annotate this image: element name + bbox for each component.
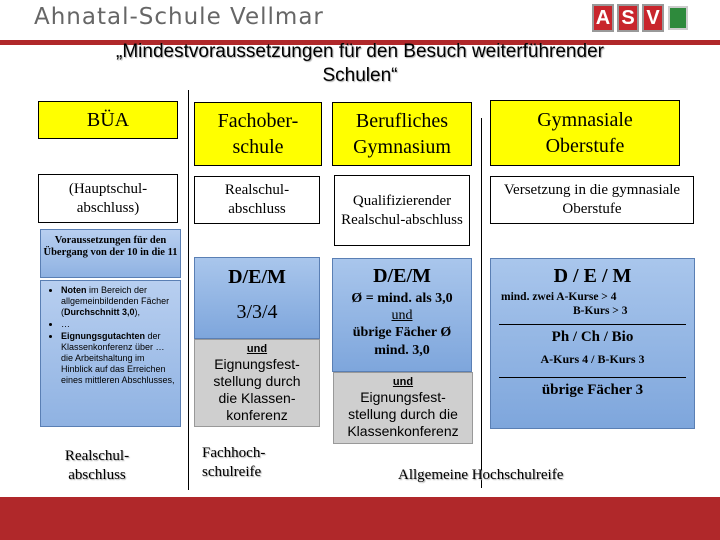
bg-und-inner: und [391, 308, 413, 323]
asv-badge-a: A [592, 4, 614, 32]
bg-extra-text: Eignungsfest-stellung durch die Klassenkonferenz [347, 389, 459, 439]
go-other-line: übrige Fächer 3 [541, 382, 644, 398]
bua-label: BÜA [86, 109, 130, 131]
bua-req-list [40, 280, 181, 427]
go-science-heading: Ph / Ch / Bio [551, 329, 634, 345]
bg-other-line: übrige Fächer Ø mind. 3,0 [352, 325, 452, 358]
shared-outcome: Allgemeine Hochschulreife [398, 467, 564, 483]
bg-avg-line: Ø = mind. als 3,0 [351, 291, 453, 306]
go-header [490, 100, 680, 166]
bg-requirement [334, 175, 470, 246]
fos-label: Fachober-schule [217, 110, 299, 158]
fos-und: und [246, 343, 268, 355]
go-requirement-text: Versetzung in die gymnasiale Oberstufe [503, 182, 681, 217]
fos-header [194, 102, 322, 166]
bg-header [332, 102, 472, 166]
go-grades-heading: D / E / M [553, 265, 632, 287]
bua-requirement [38, 174, 178, 223]
go-label: Gymnasiale Oberstufe [537, 109, 633, 157]
go-divider-2 [499, 377, 686, 378]
fos-grades-heading: D/E/M [228, 266, 286, 288]
fos-requirement [194, 176, 320, 224]
bua-requirement-text: (Hauptschul-abschluss) [68, 180, 148, 216]
go-divider-1 [499, 324, 686, 325]
school-logo-text: Ahnatal-Schule Vellmar [34, 4, 324, 30]
list-item: • Eignungsgutachten der Klassenkonferenz über … die Arbeitshaltung im Hinblick auf das Erreichen eines mittleren Abschlusses, [61, 331, 176, 386]
bg-und: und [392, 376, 414, 388]
asv-badge-s: S [617, 4, 639, 32]
column-divider-2 [481, 118, 482, 488]
go-courses-line1: mind. zwei A-Kurse > 4 [501, 291, 617, 303]
flag-icon [668, 6, 688, 30]
fos-outcome: Fachhoch-schulreife [202, 445, 266, 480]
bg-label: Berufliches Gymnasium [353, 110, 451, 158]
fos-extra-box [194, 339, 320, 427]
page-title [40, 40, 680, 88]
fos-grades-box [194, 257, 320, 339]
footer-bar [0, 497, 720, 540]
go-grades-box [490, 258, 695, 429]
list-item: • Noten im Bereich der allgemeinbildenden Fächer (Durchschnitt 3,0), [61, 285, 176, 318]
bua-req-title: Voraussetzungen für den Übergang von der 10 in die 11 [40, 229, 181, 278]
title-line-2: Schulen“ [322, 65, 398, 86]
fos-extra-text: Eignungsfest-stellung durch die Klassen-konferenz [213, 356, 301, 423]
title-line-1: „Mindestvoraussetzungen für den Besuch weiterführender [116, 41, 604, 62]
go-science-line: A-Kurs 4 / B-Kurs 3 [540, 352, 645, 366]
fos-grades-value: 3/3/4 [236, 301, 278, 323]
column-divider-1 [188, 90, 189, 490]
bg-grades-heading: D/E/M [373, 265, 431, 287]
bg-grades-box [332, 258, 472, 372]
bua-outcome: Realschul-abschluss [64, 448, 130, 483]
bg-extra-box [333, 372, 473, 444]
list-item: • … [61, 319, 176, 330]
go-courses-line2: B-Kurs > 3 [573, 305, 628, 317]
bg-requirement-text: Qualifizierender Realschul-abschluss [341, 192, 463, 228]
fos-requirement-text: Realschul-abschluss [224, 182, 290, 217]
asv-badge-v: V [642, 4, 664, 32]
go-requirement [490, 176, 694, 224]
bua-header [38, 101, 178, 139]
